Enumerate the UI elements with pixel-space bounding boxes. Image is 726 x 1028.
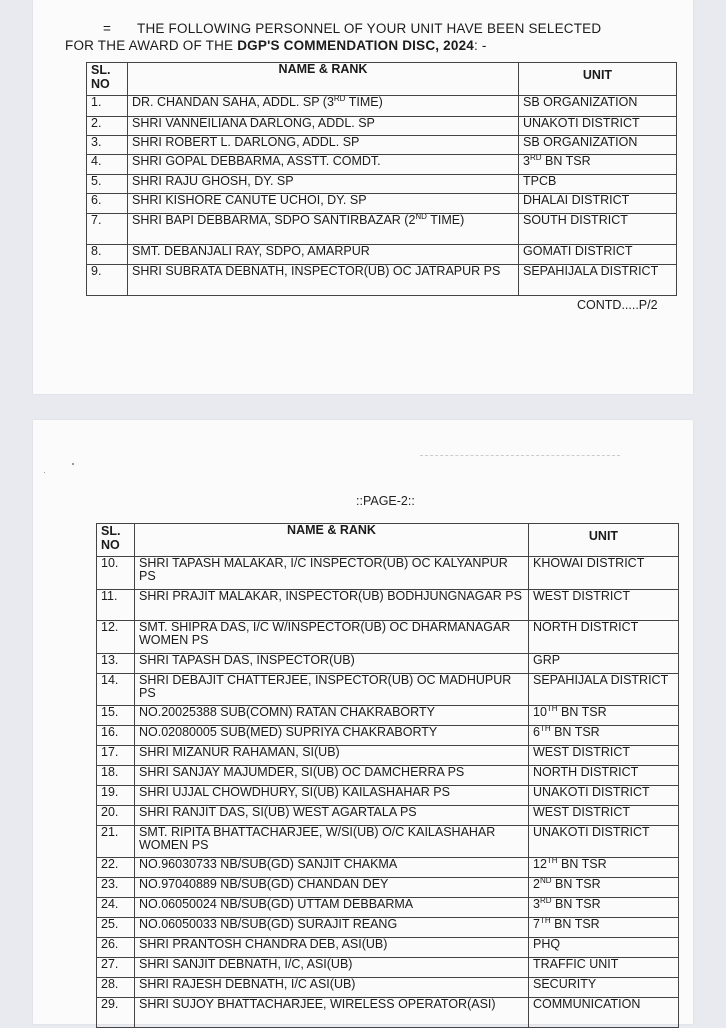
cell-name: SHRI ROBERT L. DARLONG, ADDL. SP <box>128 136 519 155</box>
table-header-row <box>97 524 679 557</box>
cell-name: SHRI KISHORE CANUTE UCHOI, DY. SP <box>128 194 519 214</box>
table-row <box>97 978 679 998</box>
table-row <box>87 136 677 155</box>
cell-sl: 10. <box>97 557 135 590</box>
table-row <box>97 674 679 706</box>
table-row <box>87 96 677 117</box>
table-header-row <box>87 63 677 96</box>
cell-unit: TRAFFIC UNIT <box>529 958 679 978</box>
cell-unit: 3RD BN TSR <box>519 155 677 175</box>
cell-sl: 5. <box>87 175 128 194</box>
cell-sl: 4. <box>87 155 128 175</box>
cell-sl: 23. <box>97 878 135 898</box>
award-name: DGP'S COMMENDATION DISC, 2024 <box>237 38 475 53</box>
cell-sl: 18. <box>97 766 135 786</box>
table-row <box>87 214 677 245</box>
cell-unit: PHQ <box>529 938 679 958</box>
table-row <box>97 557 679 590</box>
cell-sl: 12. <box>97 621 135 654</box>
cell-unit: WEST DISTRICT <box>529 806 679 826</box>
cell-sl: 17. <box>97 746 135 766</box>
page-2-title: ::PAGE-2:: <box>356 494 415 508</box>
cell-unit: 7TH BN TSR <box>529 918 679 938</box>
cell-sl: 25. <box>97 918 135 938</box>
header-unit: UNIT <box>529 524 679 557</box>
intro-equals: = <box>103 21 112 36</box>
table-row <box>97 726 679 746</box>
cell-unit: SEPAHIJALA DISTRICT <box>529 674 679 706</box>
header-unit: UNIT <box>519 63 677 96</box>
table-row <box>97 998 679 1028</box>
cell-name: SHRI GOPAL DEBBARMA, ASSTT. COMDT. <box>128 155 519 175</box>
table-row <box>97 766 679 786</box>
cell-unit: UNAKOTI DISTRICT <box>529 826 679 858</box>
cell-unit: 12TH BN TSR <box>529 858 679 878</box>
table-row <box>97 806 679 826</box>
table-row <box>97 746 679 766</box>
cell-sl: 8. <box>87 245 128 265</box>
table-row <box>87 175 677 194</box>
cell-unit: DHALAI DISTRICT <box>519 194 677 214</box>
cell-name: NO.20025388 SUB(COMN) RATAN CHAKRABORTY <box>135 706 529 726</box>
cell-name: SHRI SUJOY BHATTACHARJEE, WIRELESS OPERATOR(ASI) <box>135 998 529 1028</box>
table-row <box>97 918 679 938</box>
cell-unit: KHOWAI DISTRICT <box>529 557 679 590</box>
table-row <box>97 590 679 621</box>
cell-name: SHRI BAPI DEBBARMA, SDPO SANTIRBAZAR (2ND TIME) <box>128 214 519 245</box>
personnel-table-page-2 <box>96 523 679 1028</box>
cell-unit: 3RD BN TSR <box>529 898 679 918</box>
intro-line-1: THE FOLLOWING PERSONNEL OF YOUR UNIT HAVE BEEN SELECTED <box>137 21 602 36</box>
table-row <box>97 958 679 978</box>
cell-sl: 9. <box>87 265 128 296</box>
continued-note: CONTD.....P/2 <box>577 298 658 312</box>
cell-unit: 6TH BN TSR <box>529 726 679 746</box>
cell-unit: WEST DISTRICT <box>529 746 679 766</box>
header-name-rank: NAME & RANK <box>128 63 519 96</box>
cell-unit: TPCB <box>519 175 677 194</box>
cell-unit: NORTH DISTRICT <box>529 766 679 786</box>
cell-sl: 2. <box>87 117 128 136</box>
faint-rule <box>420 455 620 456</box>
cell-name: SMT. RIPITA BHATTACHARJEE, W/SI(UB) O/C KAILASHAHAR WOMEN PS <box>135 826 529 858</box>
cell-sl: 21. <box>97 826 135 858</box>
cell-sl: 7. <box>87 214 128 245</box>
table-row <box>87 245 677 265</box>
cell-sl: 20. <box>97 806 135 826</box>
header-sl-no: SL. NO <box>97 524 135 557</box>
cell-name: SHRI RAJESH DEBNATH, I/C ASI(UB) <box>135 978 529 998</box>
scan-speck <box>44 472 45 473</box>
table-row <box>87 194 677 214</box>
cell-unit: SECURITY <box>529 978 679 998</box>
cell-sl: 13. <box>97 654 135 674</box>
cell-unit: SEPAHIJALA DISTRICT <box>519 265 677 296</box>
cell-name: SHRI PRAJIT MALAKAR, INSPECTOR(UB) BODHJUNGNAGAR PS <box>135 590 529 621</box>
table-row <box>87 117 677 136</box>
cell-sl: 16. <box>97 726 135 746</box>
header-sl-no: SL. NO <box>87 63 128 96</box>
table-row <box>97 621 679 654</box>
cell-name: SHRI RAJU GHOSH, DY. SP <box>128 175 519 194</box>
cell-unit: NORTH DISTRICT <box>529 621 679 654</box>
cell-sl: 11. <box>97 590 135 621</box>
cell-sl: 1. <box>87 96 128 117</box>
intro-line-2c: : - <box>474 38 487 53</box>
cell-sl: 29. <box>97 998 135 1028</box>
table-row <box>97 858 679 878</box>
cell-unit: GRP <box>529 654 679 674</box>
cell-name: NO.02080005 SUB(MED) SUPRIYA CHAKRABORTY <box>135 726 529 746</box>
cell-sl: 6. <box>87 194 128 214</box>
cell-unit: SB ORGANIZATION <box>519 96 677 117</box>
cell-name: SHRI DEBAJIT CHATTERJEE, INSPECTOR(UB) OC MADHUPUR PS <box>135 674 529 706</box>
table-row <box>97 706 679 726</box>
table-row <box>97 938 679 958</box>
cell-sl: 14. <box>97 674 135 706</box>
cell-sl: 26. <box>97 938 135 958</box>
cell-name: SHRI SUBRATA DEBNATH, INSPECTOR(UB) OC JATRAPUR PS <box>128 265 519 296</box>
cell-unit: UNAKOTI DISTRICT <box>529 786 679 806</box>
table-row <box>87 265 677 296</box>
cell-name: SHRI SANJIT DEBNATH, I/C, ASI(UB) <box>135 958 529 978</box>
cell-sl: 22. <box>97 858 135 878</box>
cell-sl: 15. <box>97 706 135 726</box>
intro-paragraph <box>65 20 665 54</box>
cell-sl: 19. <box>97 786 135 806</box>
cell-unit: SB ORGANIZATION <box>519 136 677 155</box>
cell-name: SMT. SHIPRA DAS, I/C W/INSPECTOR(UB) OC DHARMANAGAR WOMEN PS <box>135 621 529 654</box>
cell-unit: UNAKOTI DISTRICT <box>519 117 677 136</box>
cell-sl: 27. <box>97 958 135 978</box>
table-row <box>87 155 677 175</box>
cell-sl: 3. <box>87 136 128 155</box>
cell-name: NO.97040889 NB/SUB(GD) CHANDAN DEY <box>135 878 529 898</box>
cell-name: SHRI RANJIT DAS, SI(UB) WEST AGARTALA PS <box>135 806 529 826</box>
table-row <box>97 786 679 806</box>
cell-sl: 28. <box>97 978 135 998</box>
cell-unit: SOUTH DISTRICT <box>519 214 677 245</box>
cell-unit: WEST DISTRICT <box>529 590 679 621</box>
cell-name: DR. CHANDAN SAHA, ADDL. SP (3RD TIME) <box>128 96 519 117</box>
scan-speck <box>72 463 74 465</box>
cell-name: SHRI MIZANUR RAHAMAN, SI(UB) <box>135 746 529 766</box>
cell-unit: 10TH BN TSR <box>529 706 679 726</box>
cell-name: SMT. DEBANJALI RAY, SDPO, AMARPUR <box>128 245 519 265</box>
table-row <box>97 826 679 858</box>
header-name-rank: NAME & RANK <box>135 524 529 557</box>
cell-name: SHRI SANJAY MAJUMDER, SI(UB) OC DAMCHERRA PS <box>135 766 529 786</box>
personnel-table-page-1 <box>86 62 677 296</box>
table-row <box>97 878 679 898</box>
cell-name: SHRI TAPASH MALAKAR, I/C INSPECTOR(UB) OC KALYANPUR PS <box>135 557 529 590</box>
cell-unit: GOMATI DISTRICT <box>519 245 677 265</box>
cell-name: SHRI UJJAL CHOWDHURY, SI(UB) KAILASHAHAR PS <box>135 786 529 806</box>
cell-sl: 24. <box>97 898 135 918</box>
cell-name: SHRI TAPASH DAS, INSPECTOR(UB) <box>135 654 529 674</box>
cell-name: SHRI PRANTOSH CHANDRA DEB, ASI(UB) <box>135 938 529 958</box>
table-row <box>97 898 679 918</box>
cell-name: NO.06050024 NB/SUB(GD) UTTAM DEBBARMA <box>135 898 529 918</box>
table-row <box>97 654 679 674</box>
cell-name: NO.06050033 NB/SUB(GD) SURAJIT REANG <box>135 918 529 938</box>
intro-line-2a: FOR THE AWARD OF THE <box>65 38 238 53</box>
cell-unit: 2ND BN TSR <box>529 878 679 898</box>
cell-unit: COMMUNICATION <box>529 998 679 1028</box>
cell-name: SHRI VANNEILIANA DARLONG, ADDL. SP <box>128 117 519 136</box>
cell-name: NO.96030733 NB/SUB(GD) SANJIT CHAKMA <box>135 858 529 878</box>
